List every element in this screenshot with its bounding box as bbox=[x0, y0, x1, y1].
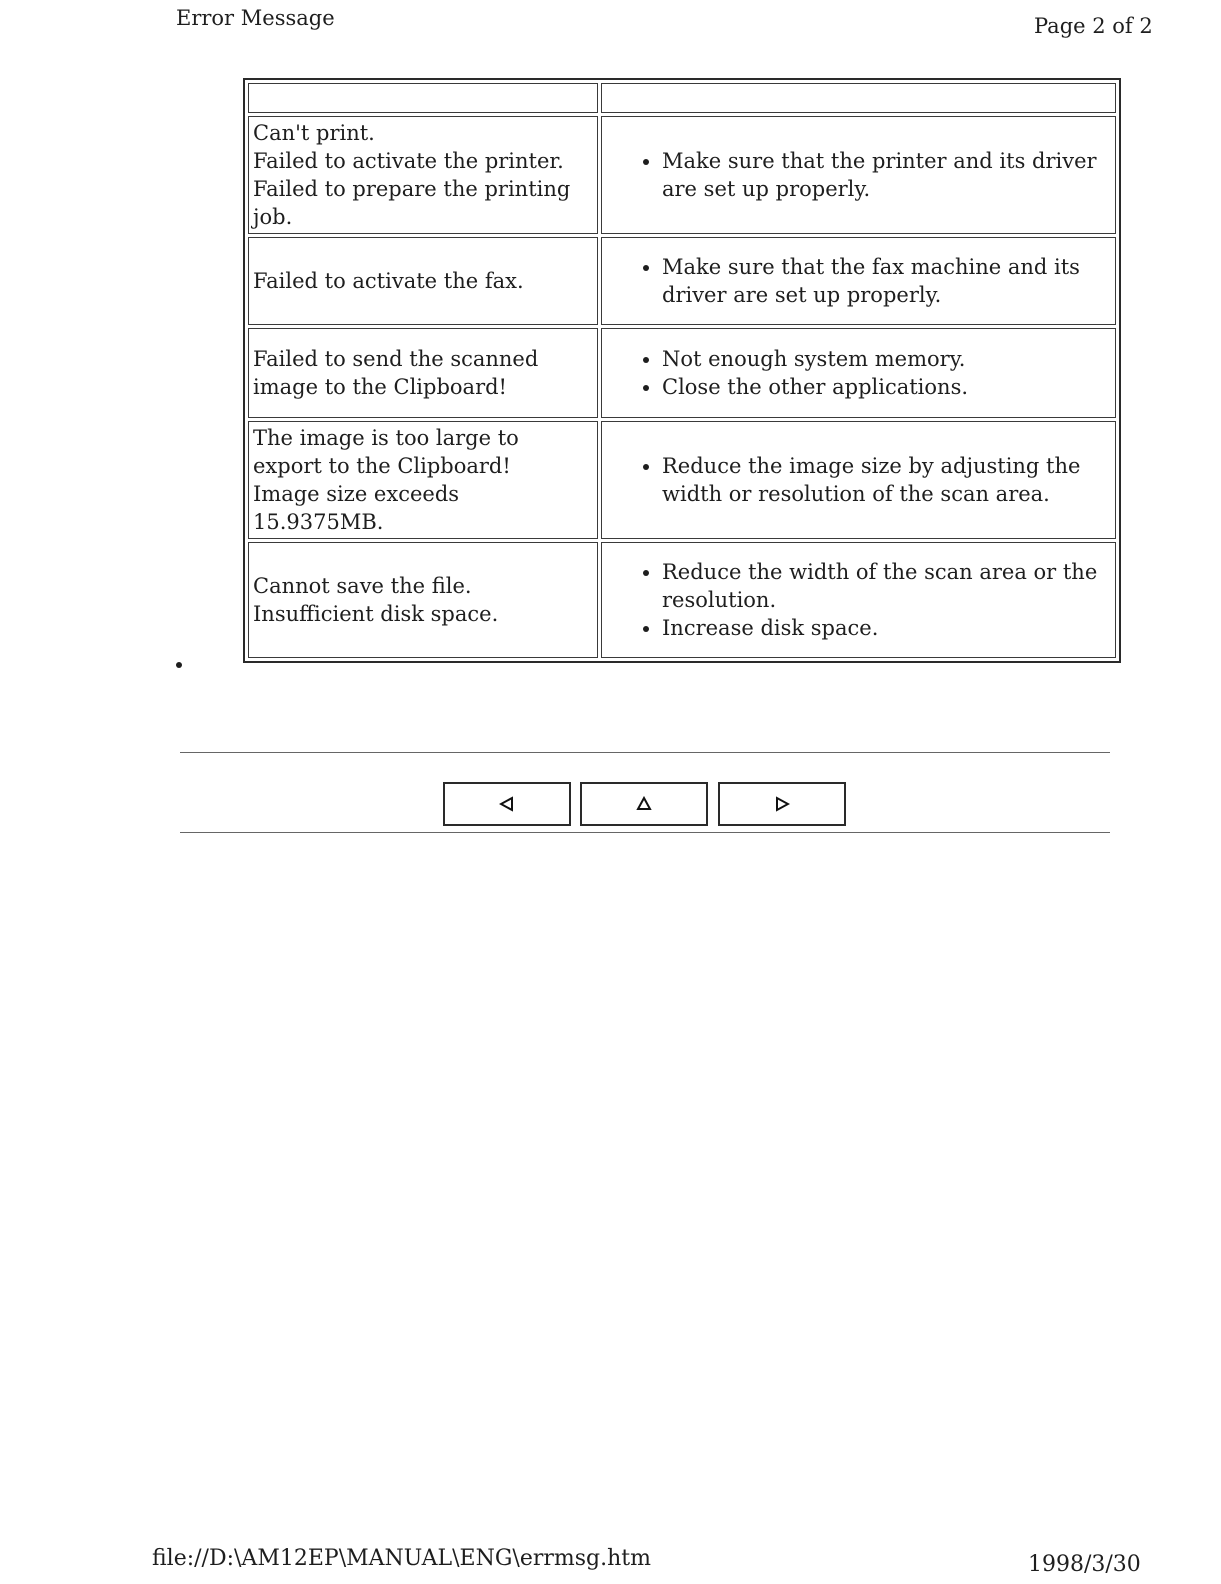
table-cell-empty bbox=[248, 83, 598, 113]
solution-list bbox=[606, 345, 1111, 401]
error-message-line: Failed to send the scanned image to the Clipboard! bbox=[253, 347, 539, 399]
solution-list bbox=[606, 558, 1111, 642]
error-message-line: Failed to activate the fax. bbox=[253, 269, 524, 293]
table-cell-empty bbox=[601, 83, 1116, 113]
error-message-line: Cannot save the file. Insufficient disk space. bbox=[253, 574, 499, 626]
error-message-line: Can't print. bbox=[253, 121, 375, 145]
divider bbox=[180, 752, 1110, 753]
table-row-blank bbox=[248, 83, 1116, 113]
table-row bbox=[248, 328, 1116, 418]
error-message-cell bbox=[248, 328, 598, 418]
table-row bbox=[248, 421, 1116, 539]
table-row bbox=[248, 116, 1116, 234]
error-message-line: The image is too large to export to the Clipboard! bbox=[253, 426, 519, 478]
solution-item: • Make sure that the printer and its driver are set up properly. bbox=[662, 147, 1111, 203]
divider bbox=[180, 832, 1110, 833]
footer-date: 1998/3/30 bbox=[1028, 1552, 1141, 1577]
page-header-title: Error Message bbox=[176, 6, 335, 30]
solution-cell bbox=[601, 542, 1116, 658]
solution-list bbox=[606, 253, 1111, 309]
error-message-cell bbox=[248, 421, 598, 539]
solution-cell bbox=[601, 421, 1116, 539]
previous-page-button[interactable] bbox=[443, 782, 571, 826]
solution-item: • Close the other applications. bbox=[662, 373, 1111, 401]
solution-item: • Make sure that the fax machine and its driver are set up properly. bbox=[662, 253, 1111, 309]
solution-item: • Increase disk space. bbox=[662, 614, 1111, 642]
solution-cell bbox=[601, 328, 1116, 418]
solution-item: • Reduce the image size by adjusting the width or resolution of the scan area. bbox=[662, 452, 1111, 508]
page-number: Page 2 of 2 bbox=[1034, 14, 1153, 38]
error-message-line: Image size exceeds 15.9375MB. bbox=[253, 482, 460, 534]
next-page-button[interactable] bbox=[718, 782, 846, 826]
solution-list bbox=[606, 452, 1111, 508]
error-message-cell bbox=[248, 542, 598, 658]
solution-cell bbox=[601, 116, 1116, 234]
error-message-table bbox=[243, 78, 1121, 663]
right-triangle-icon bbox=[774, 796, 790, 812]
left-triangle-icon bbox=[499, 796, 515, 812]
solution-item: • Reduce the width of the scan area or the resolution. bbox=[662, 558, 1111, 614]
solution-cell bbox=[601, 237, 1116, 325]
error-message-cell bbox=[248, 116, 598, 234]
table-row bbox=[248, 237, 1116, 325]
footer-file-path: file://D:\AM12EP\MANUAL\ENG\errmsg.htm bbox=[152, 1546, 651, 1571]
up-triangle-icon bbox=[636, 796, 652, 812]
table-row bbox=[248, 542, 1116, 658]
solution-item: • Not enough system memory. bbox=[662, 345, 1111, 373]
error-message-cell bbox=[248, 237, 598, 325]
error-message-line: Failed to prepare the printing job. bbox=[253, 177, 571, 229]
up-page-button[interactable] bbox=[580, 782, 708, 826]
error-message-line: Failed to activate the printer. bbox=[253, 149, 564, 173]
solution-list bbox=[606, 147, 1111, 203]
bullet-dot bbox=[176, 662, 182, 668]
